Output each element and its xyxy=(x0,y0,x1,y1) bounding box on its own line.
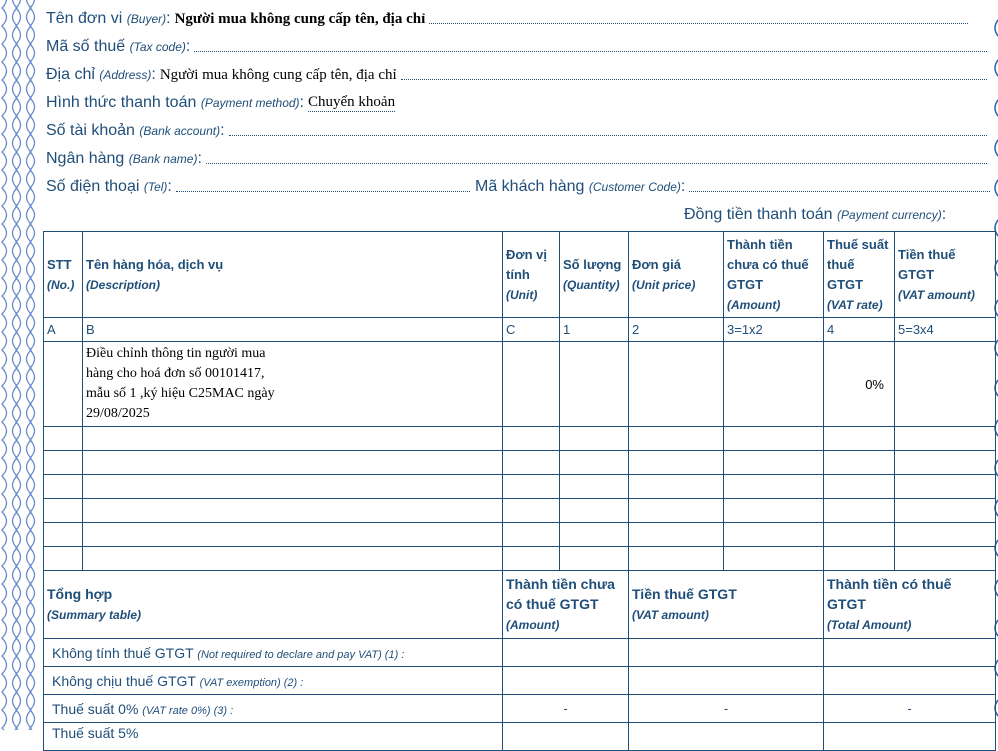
bank-account-label: Số tài khoản (Bank account): xyxy=(46,122,225,139)
item-unit-cell xyxy=(503,342,560,427)
header-vat-rate: Thuế suất thuế GTGT (VAT rate) xyxy=(824,232,895,318)
customer-code-dotted-line xyxy=(689,190,990,192)
header-unit: Đơn vị tính (Unit) xyxy=(503,232,560,318)
summary-row-label: Không chịu thuế GTGT (VAT exemption) (2) : xyxy=(44,667,503,695)
summary-total-header: Thành tiền có thuế GTGT (Total Amount) xyxy=(824,571,996,639)
table-header-row xyxy=(44,232,996,318)
code-cell: 2 xyxy=(629,318,724,342)
header-unit-price: Đơn giá (Unit price) xyxy=(629,232,724,318)
item-vat-rate-cell: 0% xyxy=(824,342,895,427)
summary-dash: - xyxy=(824,695,996,723)
header-no: STT (No.) xyxy=(44,232,83,318)
summary-dash: - xyxy=(629,695,824,723)
summary-row-label: Thuế suất 5% xyxy=(44,723,503,751)
code-cell: 5=3x4 xyxy=(895,318,996,342)
code-cell: 3=1x2 xyxy=(724,318,824,342)
currency-row xyxy=(684,200,984,224)
payment-method-value: Chuyển khoản xyxy=(308,94,396,110)
item-quantity-cell xyxy=(560,342,629,427)
buyer-dotted-line xyxy=(429,22,968,24)
address-label: Địa chỉ (Address): xyxy=(46,66,156,83)
code-cell: 4 xyxy=(824,318,895,342)
item-description-cell: Điều chỉnh thông tin người mua hàng cho hoá đơn số 00101417, mẫu số 1 ,ký hiệu C25MAC ngày 29/08/2025 xyxy=(83,342,503,427)
tel-row xyxy=(46,172,470,196)
summary-row xyxy=(44,667,996,695)
summary-row xyxy=(44,639,996,667)
header-amount: Thành tiền chưa có thuế GTGT (Amount) xyxy=(724,232,824,318)
header-vat-amount: Tiền thuế GTGT (VAT amount) xyxy=(895,232,996,318)
address-value: Người mua không cung cấp tên, địa chỉ xyxy=(159,67,397,83)
summary-header-row xyxy=(44,571,996,639)
item-amount-cell xyxy=(724,342,824,427)
code-cell: 1 xyxy=(560,318,629,342)
summary-row xyxy=(44,723,996,751)
code-cell: B xyxy=(83,318,503,342)
buyer-row xyxy=(46,4,968,28)
summary-amount-header: Thành tiền chưa có thuế GTGT (Amount) xyxy=(503,571,629,639)
tax-code-label: Mã số thuế (Tax code): xyxy=(46,38,191,55)
bank-name-label: Ngân hàng (Bank name): xyxy=(46,150,202,167)
header-description: Tên hàng hóa, dịch vụ (Description) xyxy=(83,232,503,318)
summary-row xyxy=(44,695,996,723)
summary-vat-header: Tiền thuế GTGT (VAT amount) xyxy=(629,571,824,639)
tel-dotted-line xyxy=(176,190,470,192)
customer-code-label: Mã khách hàng (Customer Code): xyxy=(475,178,686,195)
tax-code-dotted-line xyxy=(194,50,987,52)
table-row xyxy=(44,475,996,499)
item-no-cell xyxy=(44,342,83,427)
code-cell: A xyxy=(44,318,83,342)
address-dotted-line xyxy=(401,78,987,80)
buyer-label: Tên đơn vi (Buyer): xyxy=(46,10,171,27)
table-row xyxy=(44,499,996,523)
bank-name-row xyxy=(46,144,987,168)
summary-row-label: Không tính thuế GTGT (Not required to declare and pay VAT) (1) : xyxy=(44,639,503,667)
header-quantity: Số lượng (Quantity) xyxy=(560,232,629,318)
decorative-border-left xyxy=(0,0,40,730)
bank-account-row xyxy=(46,116,987,140)
payment-method-label: Hình thức thanh toán (Payment method): xyxy=(46,94,304,111)
summary-dash: - xyxy=(503,695,629,723)
table-row xyxy=(44,427,996,451)
invoice-table xyxy=(43,231,996,751)
table-code-row xyxy=(44,318,996,342)
summary-row-label: Thuế suất 0% (VAT rate 0%) (3) : xyxy=(44,695,503,723)
table-row xyxy=(44,451,996,475)
buyer-value: Người mua không cung cấp tên, địa chỉ xyxy=(174,11,426,27)
table-row xyxy=(44,547,996,571)
tax-code-row xyxy=(46,32,987,56)
customer-code-row xyxy=(475,172,990,196)
payment-method-row xyxy=(46,88,446,112)
table-row xyxy=(44,523,996,547)
bank-name-dotted-line xyxy=(206,162,987,164)
table-row xyxy=(44,342,996,427)
code-cell: C xyxy=(503,318,560,342)
tel-label: Số điện thoại (Tel): xyxy=(46,178,172,195)
address-row xyxy=(46,60,987,84)
item-vat-amount-cell xyxy=(895,342,996,427)
currency-label: Đồng tiền thanh toán (Payment currency): xyxy=(684,206,947,223)
bank-account-dotted-line xyxy=(229,134,987,136)
item-price-cell xyxy=(629,342,724,427)
summary-title: Tổng hợp (Summary table) xyxy=(44,571,503,639)
